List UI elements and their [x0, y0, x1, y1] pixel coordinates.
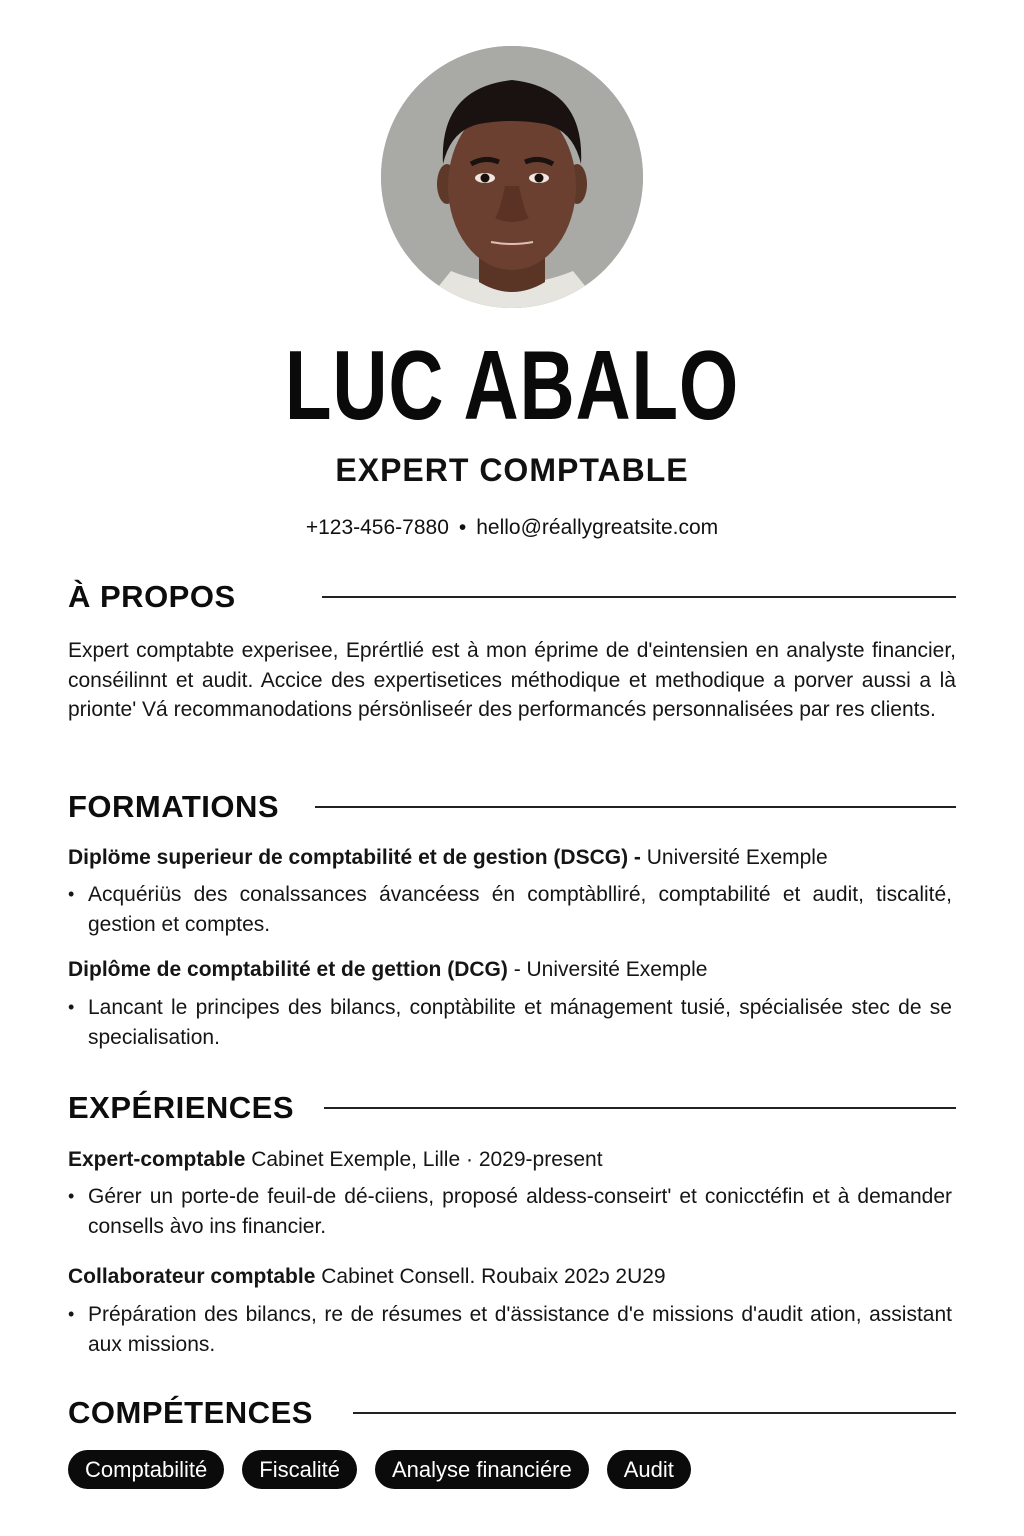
contact-line [0, 516, 1024, 540]
section-skills-title: COMPÉTENCES [68, 1395, 313, 1430]
skill-chip: Analyse financiére [375, 1450, 589, 1489]
section-formations-title: FORMATIONS [68, 789, 280, 824]
section-about-title: À PROPOS [68, 579, 236, 614]
section-skills-header [68, 1393, 956, 1433]
section-about-header [68, 577, 956, 617]
section-formations-header [68, 787, 956, 827]
contact-separator: • [458, 516, 467, 539]
skill-chip: Fiscalité [242, 1450, 357, 1489]
experience-entry-title [68, 1146, 968, 1174]
formation-degree: Diplôme de comptabilité et de gettion (DCG) [68, 958, 508, 981]
skill-chip: Comptabilité [68, 1450, 224, 1489]
skill-chip: Audit [607, 1450, 691, 1489]
formation-degree: Diplöme superieur de comptabilité et de gestion (DSCG) - [68, 846, 641, 869]
email-address: hello@réallygreatsite.com [476, 516, 719, 539]
experience-detail: Cabinet Consell. Roubaix 202ɔ 2U29 [315, 1265, 666, 1288]
section-divider [322, 596, 956, 598]
section-divider [324, 1107, 956, 1109]
experience-bullet: • Prépáration des bilancs, re de résumes et d'ässistance d'e missions d'audit ation, assistant aux missions. [68, 1300, 952, 1359]
experience-bullet: • Gérer un porte-de feuil-de dé-ciiens, proposé aldess-conseirt' et conicctéfin et à demander consells àvo ins financier. [68, 1182, 952, 1241]
formation-entry-title [68, 956, 968, 984]
formation-school: - Université Exemple [507, 958, 708, 981]
candidate-name: LUC ABALO [284, 330, 740, 440]
section-divider [315, 806, 956, 808]
experience-entry-title [68, 1263, 968, 1291]
formation-bullet: • Lancant le principes des bilancs, conptàbilite et mánagement tusié, spécialisée stec de se specialisation. [68, 993, 952, 1052]
experience-detail: Cabinet Exemple, Lille · 2029-present [245, 1148, 603, 1171]
avatar [381, 46, 643, 308]
phone-number: +123-456-7880 [305, 516, 449, 539]
experience-role: Collaborateur comptable [68, 1265, 316, 1288]
formation-bullet: • Acquériüs des conalssances ávancéess én comptàblliré, comptabilité et audit, tiscalité, gestion et comptes. [68, 880, 952, 939]
section-experiences-title: EXPÉRIENCES [68, 1090, 295, 1125]
job-title: EXPERT COMPTABLE [335, 452, 689, 488]
section-experiences-header [68, 1088, 956, 1128]
section-divider [353, 1412, 956, 1414]
formation-school: Université Exemple [640, 846, 828, 869]
portrait-photo [381, 46, 643, 308]
experience-role: Expert-comptable [68, 1148, 246, 1171]
skills-chip-list [68, 1450, 691, 1489]
formation-entry-title [68, 844, 968, 872]
about-text: Expert comptabte experisee, Eprértlié est à mon éprime de d'eintensien en analyste financier, conséilinnt et audit. Accice des expertisetices méthodique et methodique a porver aussi a là prionte' Vá recommanodations pérsönliseér des performancés personnalisées par res clients. [68, 639, 956, 721]
